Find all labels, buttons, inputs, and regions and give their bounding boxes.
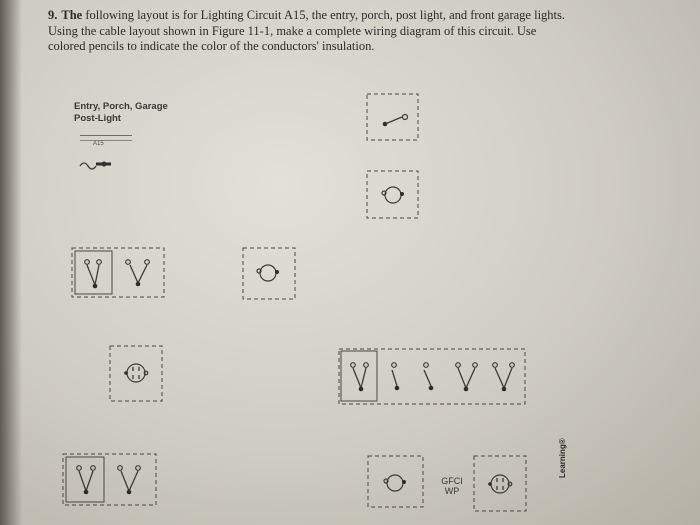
circuit-label-line1: Entry, Porch, Garage: [74, 101, 168, 112]
receptacle-box-left: [110, 346, 162, 401]
circuit-label-line2: Post-Light: [74, 113, 121, 124]
question-text: following layout is for Lighting Circuit A15, the entry, porch, post light, and front garage lights. Using the cable layout shown in Figure 11-1, make a complete wiring diagram of this circuit. Use colored pencils to indicate the color of the conductors' insulation.: [48, 8, 566, 53]
duplex-receptacle-icon: [124, 364, 148, 382]
switch-icon: [493, 363, 515, 392]
gfci-label-line2: WP: [444, 486, 460, 496]
switch-icon: [85, 260, 102, 289]
switch-icon: [383, 115, 408, 127]
switch-icon: [392, 363, 400, 391]
light-box-bottom: [368, 456, 423, 507]
light-fixture-icon: [257, 265, 279, 281]
switch-icon: [126, 260, 150, 287]
light-box-right: [367, 171, 418, 218]
gfci-label-line1: GFCI: [441, 476, 463, 486]
switch-icon: [424, 363, 434, 391]
two-gang-switch-box-bottom: [63, 454, 156, 505]
legend-tag: A15: [93, 141, 104, 147]
publisher-side-note: Learning®: [558, 438, 567, 478]
switch-icon: [456, 363, 478, 392]
switch-icon: [77, 466, 96, 495]
switch-icon: [351, 363, 369, 392]
five-gang-switch-box: [339, 349, 525, 404]
question-number: 9.: [48, 8, 58, 22]
question-lead: The: [61, 8, 83, 22]
switch-icon: [118, 466, 141, 495]
light-fixture-icon: [382, 187, 404, 203]
duplex-receptacle-icon: [488, 475, 512, 493]
home-run-arrow-icon: [80, 162, 111, 169]
light-fixture-icon: [384, 475, 406, 491]
switch-box-top: [367, 94, 418, 140]
two-gang-switch-box-left: [72, 248, 164, 297]
gfci-receptacle-box: [474, 456, 526, 511]
light-box-middle: [243, 248, 295, 299]
